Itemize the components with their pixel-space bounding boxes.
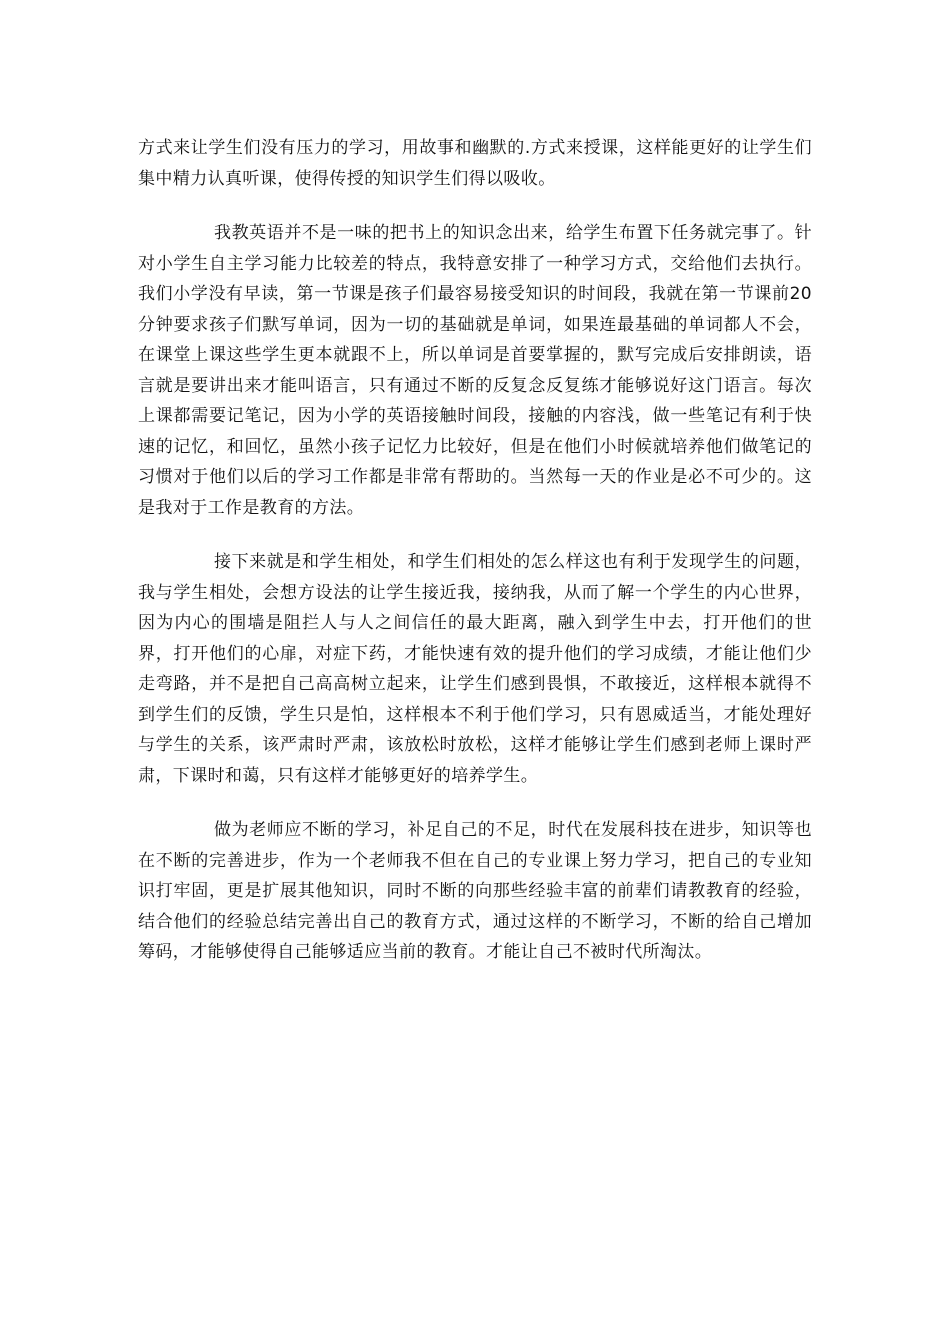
paragraph-1: 方式来让学生们没有压力的学习，用故事和幽默的.方式来授课，这样能更好的让学生们集中精力认真听课，使得传授的知识学生们得以吸收。 — [138, 138, 812, 189]
document-body — [138, 133, 812, 992]
paragraph-3: 接下来就是和学生相处，和学生们相处的怎么样这也有利于发现学生的问题，我与学生相处，会想方设法的让学生接近我，接纳我，从而了解一个学生的内心世界，因为内心的围墙是阻拦人与人之间信任的最大距离，融入到学生中去，打开他们的世界，打开他们的心扉，对症下药，才能快速有效的提升他们的学习成绩，才能让他们少走弯路，并不是把自己高高树立起来，让学生们感到畏惧，不敢接近，这样根本就得不到学生们的反馈，学生只是怕，这样根本不利于他们学习，只有恩威适当，才能处理好与学生的关系，该严肃时严肃，该放松时放松，这样才能够让学生们感到老师上课时严肃，下课时和蔼，只有这样才能够更好的培养学生。 — [138, 552, 812, 786]
paragraph-2: 我教英语并不是一味的把书上的知识念出来，给学生布置下任务就完事了。针对小学生自主学习能力比较差的特点，我特意安排了一种学习方式，交给他们去执行。我们小学没有早读，第一节课是孩子们最容易接受知识的时间段，我就在第一节课前20分钟要求孩子们默写单词，因为一切的基础就是单词，如果连最基础的单词都人不会，在课堂上课这些学生更本就跟不上，所以单词是首要掌握的，默写完成后安排朗读，语言就是要讲出来才能叫语言，只有通过不断的反复念反复练才能够说好这门语言。每次上课都需要记笔记，因为小学的英语接触时间段，接触的内容浅，做一些笔记有利于快速的记忆，和回忆，虽然小孩子记忆力比较好，但是在他们小时候就培养他们做笔记的习惯对于他们以后的学习工作都是非常有帮助的。当然每一天的作业是必不可少的。这是我对于工作是教育的方法。 — [138, 223, 812, 518]
paragraph-4: 做为老师应不断的学习，补足自己的不足，时代在发展科技在进步，知识等也在不断的完善进步，作为一个老师我不但在自己的专业课上努力学习，把自己的专业知识打牢固，更是扩展其他知识，同时不断的向那些经验丰富的前辈们请教教育的经验，结合他们的经验总结完善出自己的教育方式，通过这样的不断学习，不断的给自己增加筹码，才能够使得自己能够适应当前的教育。才能让自己不被时代所淘汰。 — [138, 820, 812, 962]
